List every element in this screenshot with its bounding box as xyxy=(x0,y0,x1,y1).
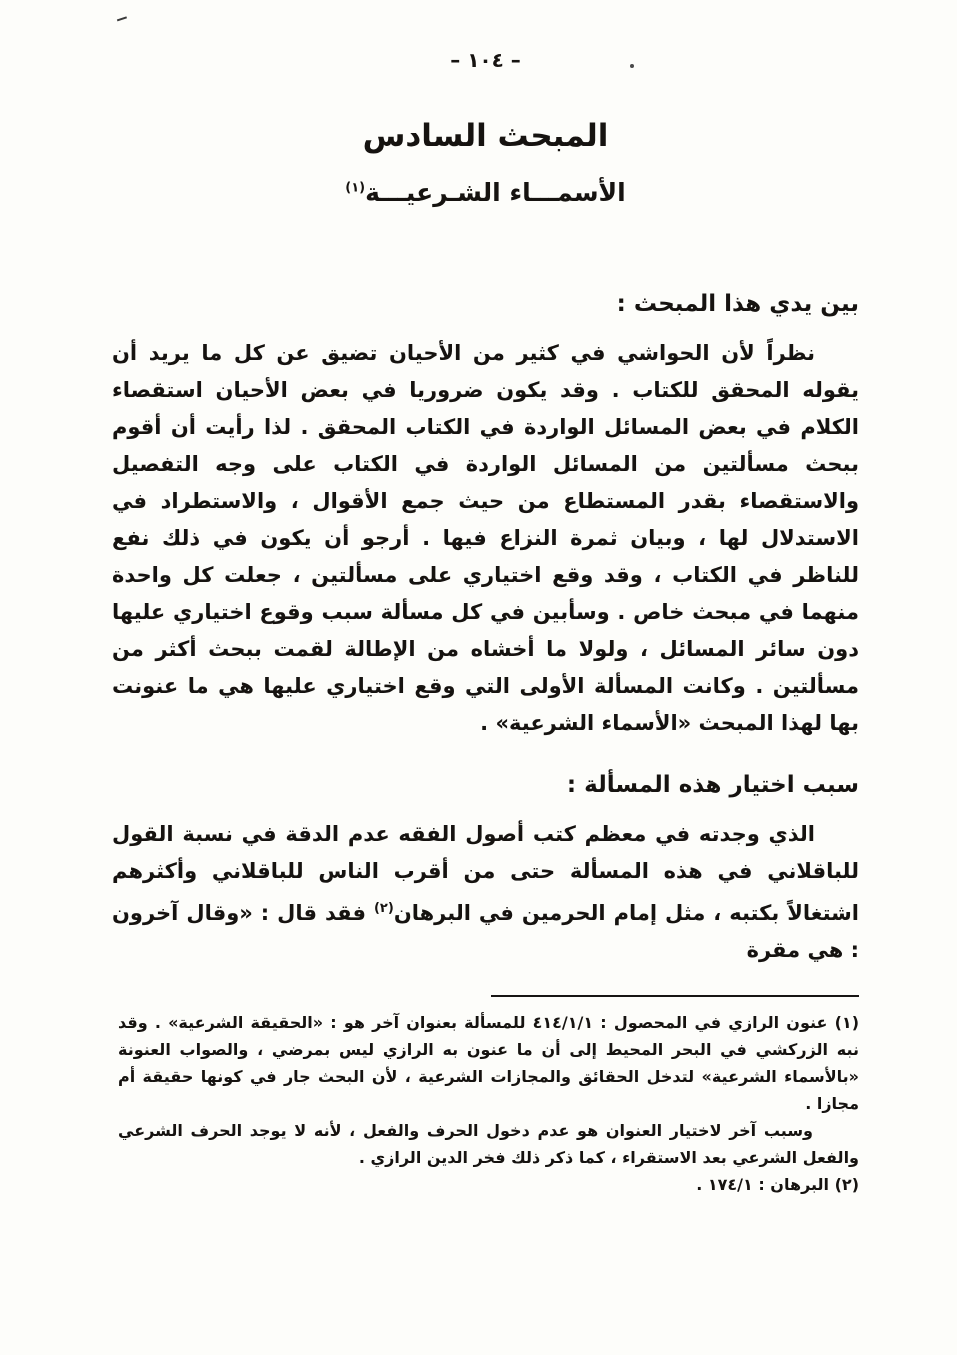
section-body-reason-text: الذي وجدته في معظم كتب أصول الفقه عدم الدقة في نسبة القول للباقلاني في هذه المسألة حتى من أقرب الناس للباقلاني وأكثرهم اشتغالاً بكتبه ، مثل إمام الحرمين في البرهان xyxy=(112,822,859,925)
scan-mark xyxy=(115,11,127,22)
footnote-separator xyxy=(491,995,859,997)
section-heading-intro: بين يدي هذا المبحث : xyxy=(616,291,859,317)
chapter-subtitle xyxy=(112,178,859,207)
section-body-intro: نظراً لأن الحواشي في كثير من الأحيان تضيق عن كل ما يريد أن يقوله المحقق للكتاب . وقد يكون ضروريا في بعض الأحيان استقصاء الكلام في بعض المسائل الواردة في الكتاب المحقق . لذا رأيت أن أقوم ببحث مسألتين من المسائل الواردة في الكتاب على وجه التفصيل والاستقصاء بقدر المستطاع من حيث جمع الأقوال ، والاستطراد في الاستدلال لها ، وبيان ثمرة النزاع فيها . أرجو أن يكون في ذلك نفع للناظر في الكتاب ، وقد وقع اختياري على مسألتين ، جعلت كل واحدة منهما في مبحث خاص . وسأبين في كل مسألة سبب وقوع اختياري عليها دون سائر المسائل ، ولولا ما أخشاه من الإطالة لقمت ببحث أكثر من مسألتين . وكانت المسألة الأولى التي وقع اختياري عليها هي ما عنونت بها لهذا المبحث «الأسماء الشرعية» . xyxy=(112,341,859,735)
chapter-title: المبحث السادس xyxy=(362,118,609,154)
footnote-1: (١) عنون الرازي في المحصول : ٤١٤/١/١ للمسألة بعنوان آخر هو : «الحقيقة الشرعية» . وقد نبه الزركشي في البحر المحيط إلى أن ما عنون به الرازي ليس بمرضي ، والصواب العنونة «بالأسماء الشرعية» لتدخل الحقائق والمجازات الشرعية ، لأن البحث جار في كونها حقيقة أم مجازا . xyxy=(118,1013,859,1113)
section-heading-reason: سبب اختيار هذه المسألة : xyxy=(566,772,859,798)
scan-dot xyxy=(630,64,634,68)
section-reason xyxy=(112,772,859,969)
section-intro xyxy=(112,291,859,742)
footnote-ref-2: (٢) xyxy=(373,901,394,916)
section-body-reason xyxy=(112,816,859,969)
footnote-1-continued: وسبب آخر لاختيار العنوان هو عدم دخول الحرف والفعل ، لأنه لا يوجد الحرف الشرعي والفعل الشرعي بعد الاستقراء ، كما ذكر ذلك فخر الدين الرازي . xyxy=(118,1121,859,1167)
footnote-2: (٢) البرهان : ١٧٤/١ . xyxy=(696,1175,859,1194)
page-number: – ١٠٤ – xyxy=(450,48,521,72)
footnote-ref-1: (١) xyxy=(345,180,366,196)
chapter-subtitle-text: الأسمـــاء الشـرعيـــة xyxy=(365,178,626,207)
section-body-reason-text-after: فقد قال : «وقال آخرون : هي مقرة xyxy=(112,901,859,962)
footnotes xyxy=(112,1009,859,1198)
